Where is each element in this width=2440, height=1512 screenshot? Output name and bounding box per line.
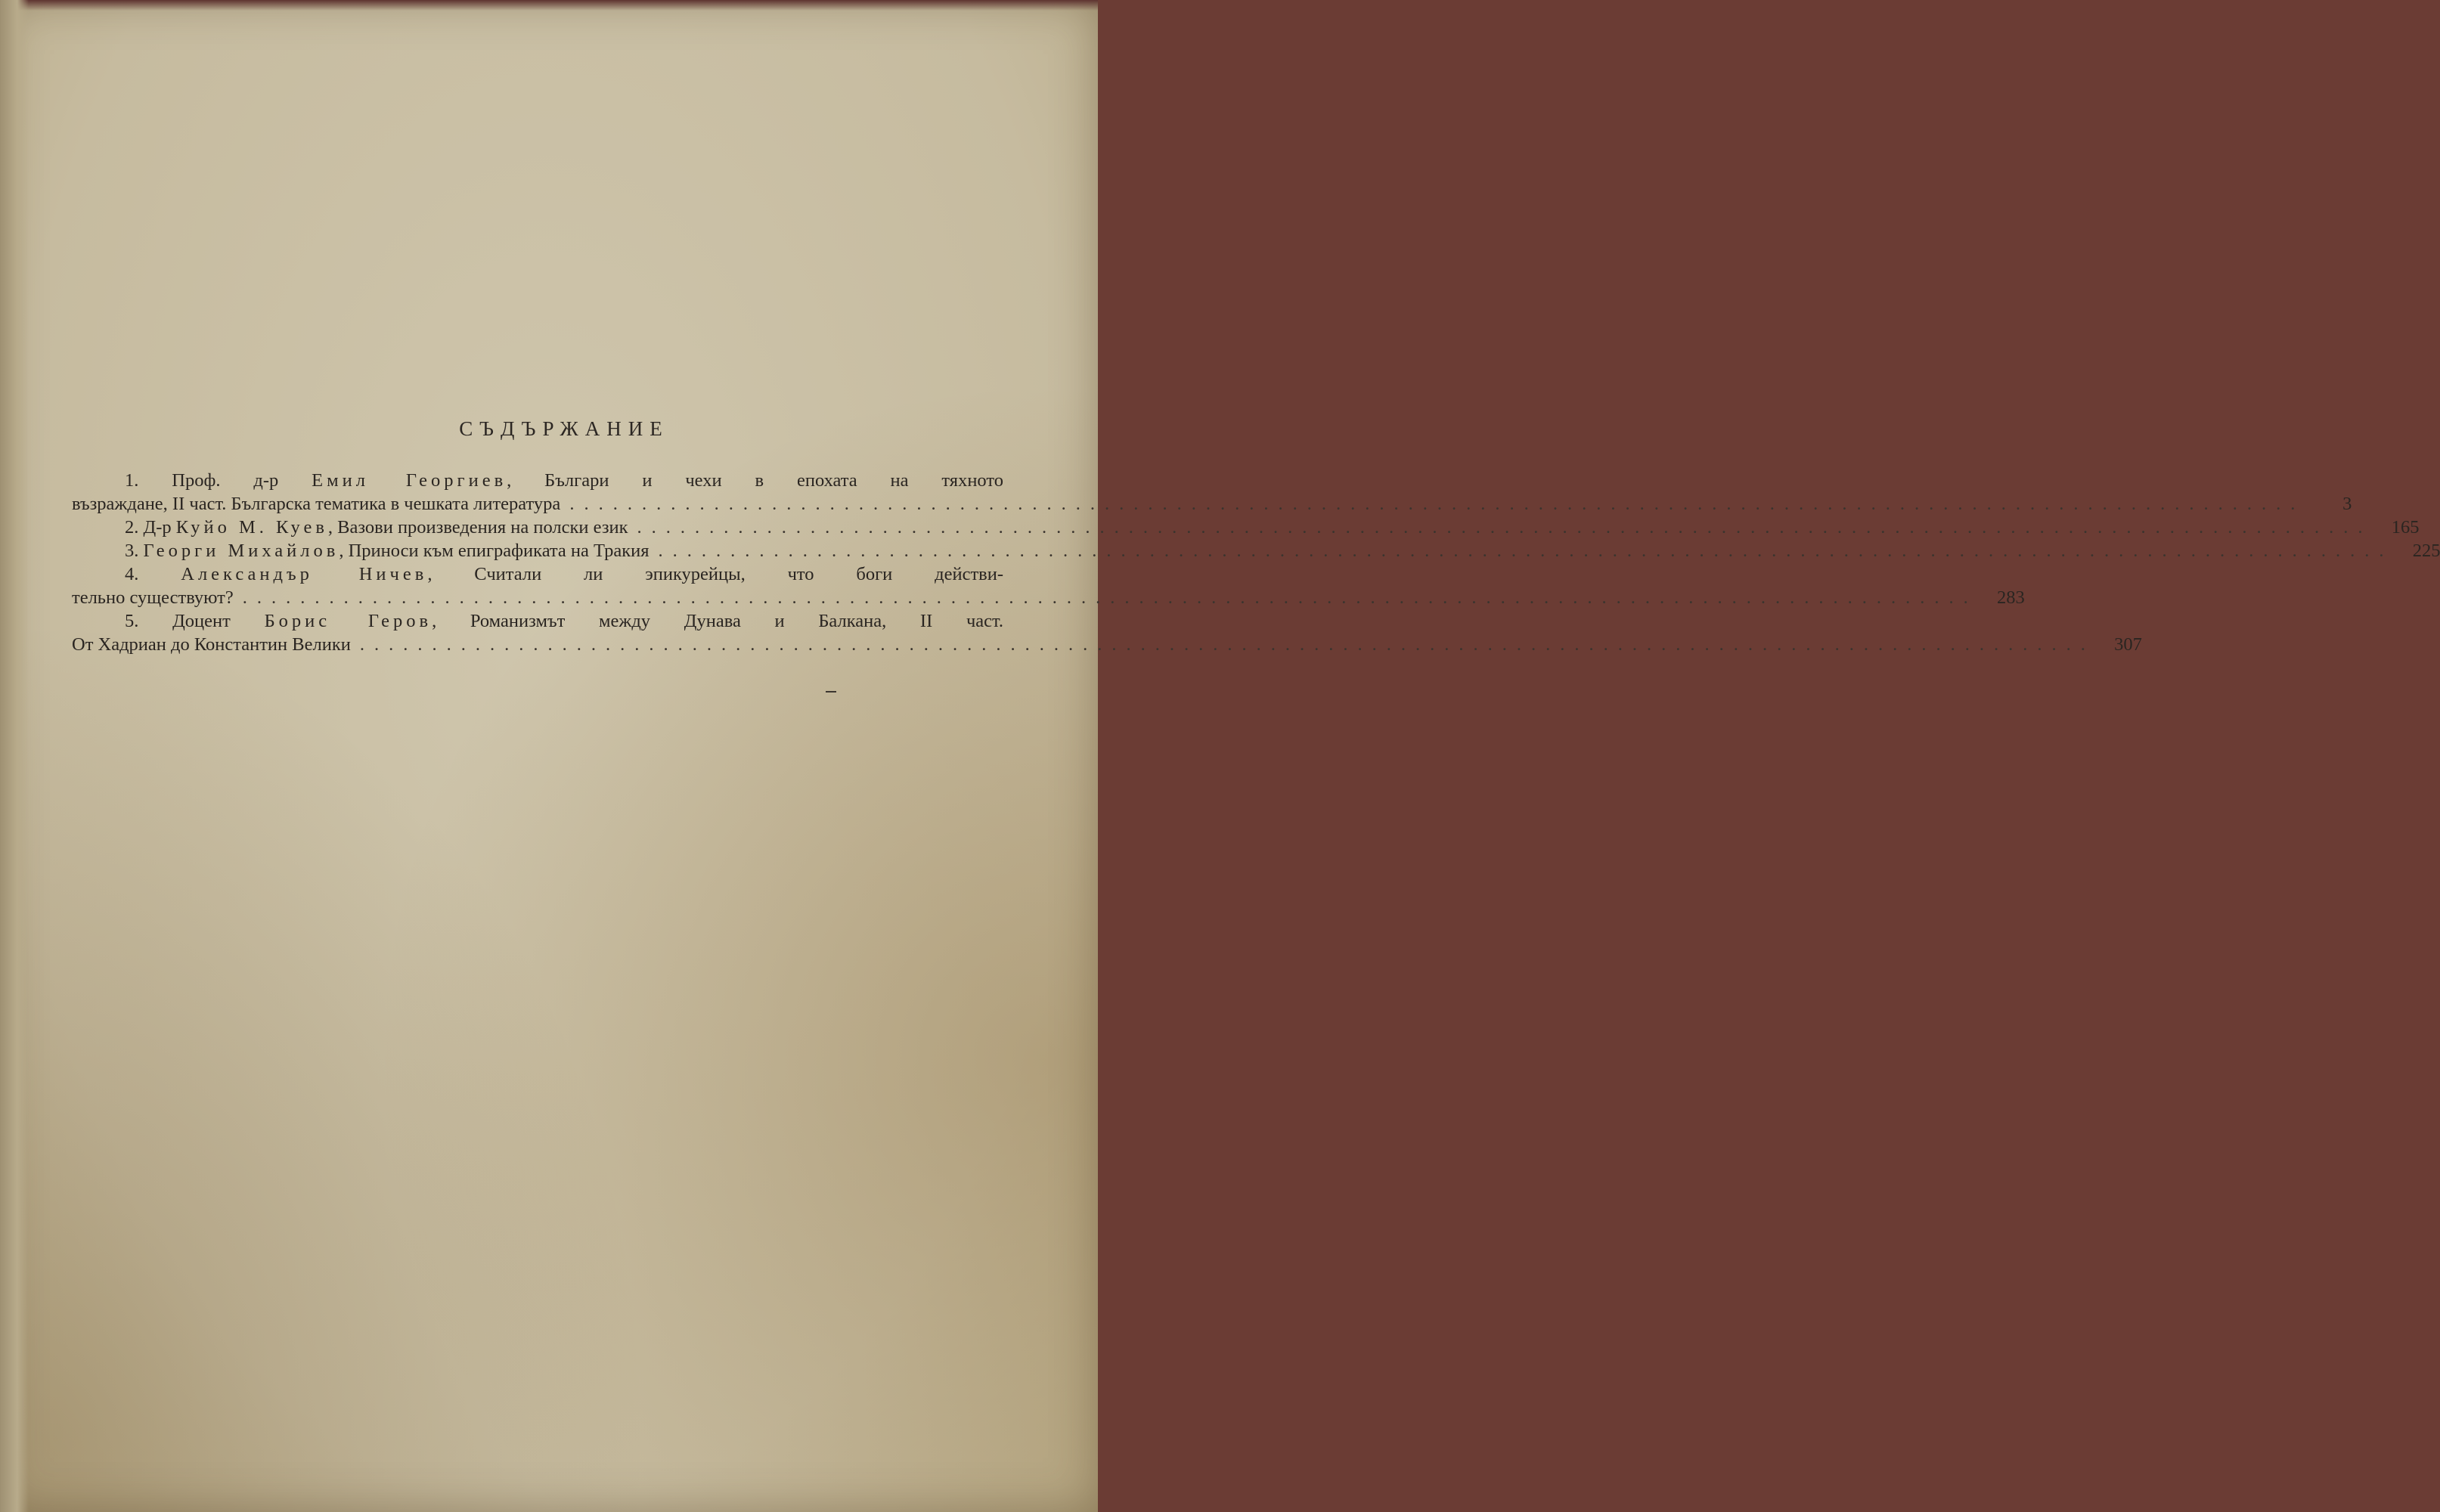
author-name: Александър Ничев (181, 564, 428, 584)
toc-entry-4 (72, 562, 2025, 609)
entry-number: 5. (125, 611, 139, 631)
page-number: 307 (2114, 634, 2142, 655)
toc-entry-1-line-1 (72, 469, 1003, 492)
toc-entry-2-line-1 (72, 516, 2420, 539)
toc-entry-4-line-1 (72, 562, 1003, 586)
toc-entry-1 (72, 469, 2352, 516)
page-top-edge (0, 0, 1098, 11)
author-title-prefix: Д-р (143, 517, 172, 538)
page-number: 283 (1997, 587, 2025, 608)
toc-entry-5-line-2 (72, 633, 2142, 656)
author-name: Борис Геров (264, 611, 433, 631)
toc-entry-1-line-2 (72, 492, 2352, 516)
entry-title: , Считали ли эпикурейцы, что боги действи- (427, 564, 1004, 584)
entry-title-continued: От Хадриан до Константин Велики (72, 634, 351, 655)
toc-entry-2 (72, 516, 2420, 539)
toc-entry-5 (72, 609, 2142, 656)
entry-title: , Приноси към епиграфиката на Тракия (339, 541, 650, 561)
entry-number: 3. (125, 541, 139, 561)
entry-title: , Българи и чехи в епохата на тяхното (507, 470, 1003, 491)
page-number: 3 (2342, 494, 2352, 514)
page-number: 165 (2391, 517, 2420, 538)
toc-entry-3-line-1 (72, 539, 2440, 562)
entry-number: 1. (125, 470, 139, 491)
ink-mark (826, 691, 836, 692)
author-name: Куйо М. Куев (175, 517, 328, 538)
entry-title-continued: възраждане, II част. Българска тематика в чешката литература (72, 494, 561, 514)
page-number: 225 (2412, 541, 2440, 561)
entry-number: 4. (125, 564, 139, 584)
author-title-prefix: Доцент (172, 611, 231, 631)
dot-leader: ........................................................................................................................ (359, 634, 2095, 655)
entry-title-continued: тельно существуют? (72, 587, 234, 608)
binding-edge (0, 0, 29, 1512)
toc-entry-3 (72, 539, 2440, 562)
author-name: Емил Георгиев (312, 470, 507, 491)
dot-leader: ........................................................................................................................ (569, 494, 2305, 514)
entry-number: 2. (125, 517, 139, 538)
dot-leader: ........................................................................................................................ (637, 517, 2373, 538)
entry-title: , Вазови произведения на полски език (327, 517, 628, 538)
dot-leader: ........................................................................................................................ (658, 541, 2394, 561)
toc-entry-5-line-1 (72, 609, 1003, 633)
page-title: СЪДЪРЖАНИЕ (459, 417, 669, 440)
entry-title: , Романизмът между Дунава и Балкана, II част. (432, 611, 1004, 631)
table-of-contents (72, 469, 2440, 656)
author-title-prefix: Проф. д-р (172, 470, 279, 491)
dot-leader: ........................................................................................................................ (242, 587, 1978, 608)
author-name: Георги Михайлов (143, 541, 339, 561)
toc-entry-4-line-2 (72, 586, 2025, 609)
